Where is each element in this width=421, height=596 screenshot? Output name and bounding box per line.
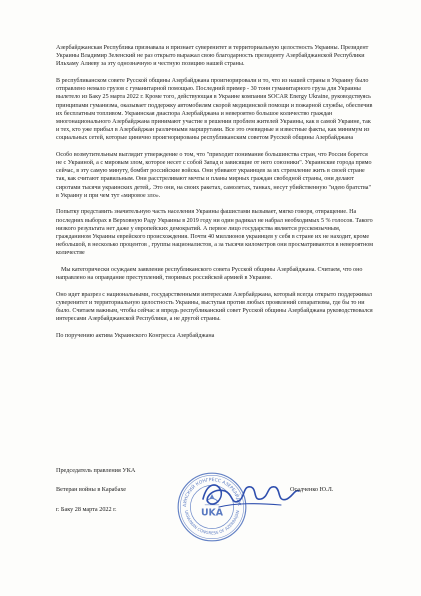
signature-veteran: Ветеран войны в Карабахе [56,486,127,493]
stamp-center-text: UKA [200,507,224,519]
paragraph-condemnation: Мы категорически осуждаем заявление республиканского совета Русской общины Азербайджана. Считаем, что оно направлено на оправдание преступлений, творимых российской армией в Украине. [56,266,363,282]
paragraph-fascism-claim: Попытку представить значительную часть населения Украины фашистами вызывает, мягко говоря, отвращение. На последних выборах в Верховную Раду Украины в 2019 году ни один радикал не набрал необходимых 5 % голосов. Такого низкого результата нет даже у европейских демократий. А первое лицо государства является русскоязычным, гражданином Украины еврейского происхождения. Почти 40 миллионов украинцев у себя в стране их не находит, кроме небольшой, в несколько процентов , группы националистов, а за тысячи километров они просматриваются в невероятном количестве [56,209,374,257]
document-body [56,44,374,348]
paragraph-world-evil-claim: Особо возмутительным выглядит утверждение о том, что "приходит понимание большинства стран, что Россия борется не с Украиной, а с мировым злом, которое несет с собой Запад и зависящие от него союзники". Украинские города прямо сейчас, в эту самую минуту, бомбят российские войска. Они убивают украинцев за их стремление жить в своей стране так, как считают правильным. Они расстреливают мечты и планы мирных граждан свободной страны, они делают сиротами тысячи украинских детей,. Это они, на своих ракетах, самолетах, танках, несут убийственную "идею братства" в Украину и при чем тут «мировое зло». [56,151,372,199]
stamp-ring-bottom-text: UKRAINIAN CONGRESS OF AZERBAIJAN [183,509,241,536]
paragraph-on-behalf: По поручению актива Украинского Конгресса Азербайджана [56,332,215,339]
signature-place-date: г. Баку 28 марта 2022 г. [56,506,117,513]
signatory-name: Осадченко Ю.Л. [290,486,334,493]
stamp-ring-top-text: АИНСКИЙ КОНГРЕСС АЗЕРБАЙДЖ [183,478,241,508]
paragraph-sovereignty: Азербайджанская Республика признавала и признает суверенитет и территориальную целостность Украины. Президент Украины Владимир Зеленский не раз открыто выражал свою благодарность президенту Азербайджанской Республики Ильхаму Алиеву за эту однозначную и честную позицию нашей страны. [56,45,369,68]
paragraph-national-interests: Оно идет вразрез с национальными, государственными интересами Азербайджана, который всегда открыто поддерживал суверенитет и территориальную целостность Украины, выступая против любых проявлений сепаратизма, где бы то ни было. Считаем важным, чтобы сейчас и впредь республиканский совет Русской общины Азербайджана руководствовался интересами Азербайджанской Республики, а не другой страны. [56,291,373,323]
paragraph-humanitarian-aid: В республиканском совете Русской общины Азербайджана проигнорировали и то, что из нашей страны в Украину было отправлено немало грузов с гуманитарной помощью. Последний пример - 30 тонн гуманитарного груза для Украины вылетело из Баку 25 марта 2022 г. Кроме того, действующая в Украине компания SOCAR Energy Ukraine, руководствуясь принципами гуманизма, оказывает поддержку автомобилям скорой медицинской помощи и пожарной службы, обеспечив их бесплатным топливом. Украинская диаспора Азербайджана и невероятно большое количество граждан многонационального Азербайджана принимают участие в решении проблем жителей Украины, как в самой Украине, так и тех, кто уже прибыл в Азербайджан различными маршрутами. Все это очевидные и известные факты, как минимум из социальных сетей, которые цинично проигнорированы республиканским советом Русской общины Азербайджана [56,77,373,142]
handwritten-signature [195,477,305,513]
signature-title: Председатель правления УКА [56,467,136,474]
